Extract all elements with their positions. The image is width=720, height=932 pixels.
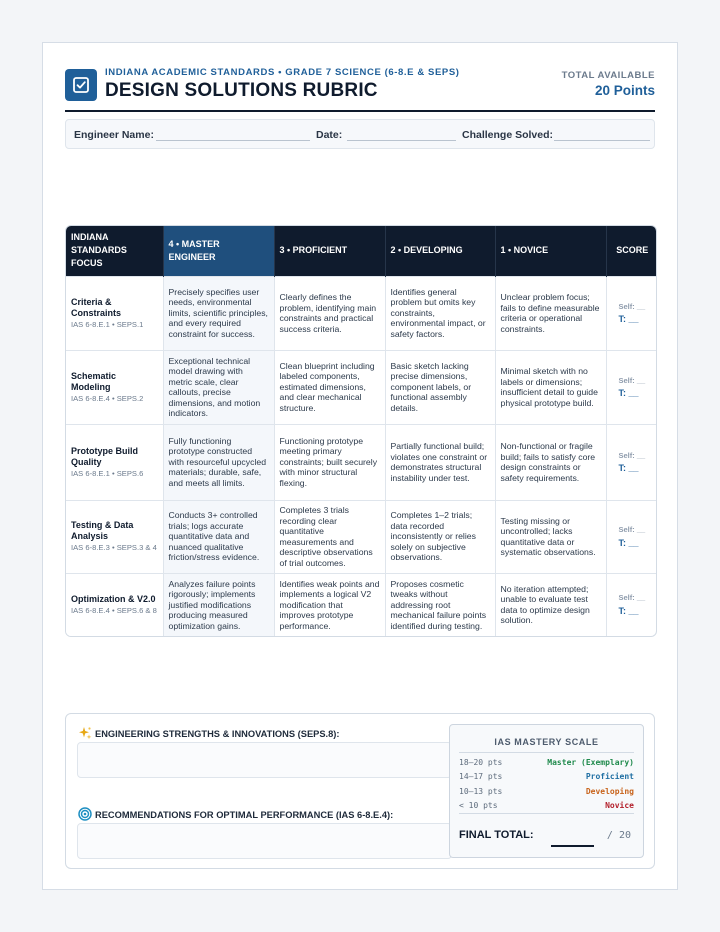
standards-focus-cell	[66, 500, 163, 573]
standards-focus-cell	[66, 276, 163, 350]
header-subtitle: INDIANA ACADEMIC STANDARDS • GRADE 7 SCIENCE (6-8.E & SEPS)	[105, 67, 460, 78]
table-row	[66, 424, 657, 500]
standard-code: IAS 6-8.E.4 • SEPS.6 & 8	[71, 605, 157, 615]
column-header-focus: INDIANA STANDARDS FOCUS	[66, 226, 163, 276]
novice-descriptor: Unclear problem focus; fails to define measurable criteria or operational constraints.	[495, 276, 606, 350]
proficient-descriptor: Identifies weak points and implements a logical V2 modification that improves prototype performance.	[274, 573, 385, 636]
teacher-score-field[interactable]: T: __	[618, 388, 639, 398]
scale-points: 10–13 pts	[459, 787, 503, 796]
target-icon	[78, 807, 92, 823]
standard-code: IAS 6-8.E.3 • SEPS.3 & 4	[71, 543, 157, 552]
table-row	[66, 500, 657, 573]
column-header-proficient: 3 • PROFICIENT	[274, 226, 385, 276]
challenge-solved-field[interactable]	[554, 140, 650, 141]
master-descriptor: Precisely specifies user needs, environmental limits, scientific principles, and every required constraint for success.	[163, 276, 274, 350]
final-total-label: FINAL TOTAL:	[459, 829, 534, 841]
scale-row	[459, 787, 634, 799]
mastery-scale-title: IAS MASTERY SCALE	[494, 737, 599, 747]
proficient-descriptor: Completes 3 trials recording clear quantitative measurements and descriptive observations of trial outcomes.	[274, 500, 385, 573]
final-divider	[459, 813, 634, 814]
criterion-title: Criteria & Constraints	[71, 296, 122, 318]
standard-code: IAS 6-8.E.1 • SEPS.1	[71, 319, 144, 329]
master-descriptor: Conducts 3+ controlled trials; logs accurate quantitative data and nuanced qualitative friction/stress evidence.	[163, 500, 274, 573]
engineer-name-label: Engineer Name:	[74, 129, 154, 141]
date-field[interactable]	[347, 140, 456, 141]
recommendations-input[interactable]	[77, 823, 452, 859]
standards-focus-cell	[66, 424, 163, 500]
self-score-field[interactable]: Self: __	[618, 301, 646, 311]
scale-points: 18–20 pts	[459, 758, 503, 767]
self-score-field[interactable]: Self: __	[618, 593, 646, 603]
scale-row	[459, 772, 634, 784]
recommendations-label: RECOMMENDATIONS FOR OPTIMAL PERFORMANCE (IAS 6-8.E.4):	[95, 810, 394, 820]
master-descriptor: Exceptional technical model drawing with metric scale, clear callouts, precise dimensions, and motion indicators.	[163, 350, 274, 424]
proficient-descriptor: Clean blueprint including labeled components, estimated dimensions, and clear mechanical structure.	[274, 350, 385, 424]
teacher-score-field[interactable]: T: __	[618, 463, 639, 473]
novice-descriptor: Non-functional or fragile build; fails to satisfy core design constraints or safety requirements.	[495, 424, 606, 500]
criterion-title: Prototype Build Quality	[71, 445, 138, 467]
final-total-field[interactable]	[551, 845, 594, 847]
teacher-score-field[interactable]: T: __	[618, 314, 639, 324]
scale-points: < 10 pts	[459, 801, 498, 810]
sparkles-icon	[78, 726, 92, 742]
scale-level: Master (Exemplary)	[547, 758, 634, 767]
engineer-name-field[interactable]	[156, 140, 310, 141]
self-score-field[interactable]: Self: __	[618, 525, 646, 534]
score-cell	[606, 500, 657, 573]
recommendations-heading	[78, 807, 393, 823]
table-row	[66, 350, 657, 424]
novice-descriptor: No iteration attempted; unable to evaluate test data to optimize design solution.	[495, 573, 606, 636]
column-header-score: SCORE	[606, 226, 657, 276]
strengths-heading	[78, 726, 340, 742]
developing-descriptor: Partially functional build; violates one constraint or demonstrates structural instability under test.	[385, 424, 495, 500]
scale-level: Novice	[605, 801, 634, 810]
criterion-title: Testing & Data Analysis	[71, 520, 134, 541]
scale-row	[459, 758, 634, 770]
mastery-scale-box	[449, 724, 644, 858]
final-total-denominator: / 20	[606, 830, 631, 841]
standard-code: IAS 6-8.E.1 • SEPS.6	[71, 468, 144, 478]
standards-focus-cell	[66, 350, 163, 424]
master-descriptor: Analyzes failure points rigorously; implements justified modifications producing measured optimization gains.	[163, 573, 274, 636]
scale-points: 14–17 pts	[459, 772, 503, 781]
total-available-value: 20 Points	[594, 83, 655, 98]
self-score-field[interactable]: Self: __	[618, 450, 646, 460]
scale-row	[459, 801, 634, 813]
criterion-title: Optimization & V2.0	[71, 593, 156, 604]
scale-level: Proficient	[585, 772, 634, 781]
standards-focus-cell	[66, 573, 163, 636]
rubric-page	[42, 42, 678, 890]
scale-level: Developing	[585, 787, 634, 796]
column-header-novice: 1 • NOVICE	[495, 226, 606, 276]
page-title: DESIGN SOLUTIONS RUBRIC	[105, 80, 378, 101]
developing-descriptor: Proposes cosmetic tweaks without addressing root mechanical failure points identified during testing.	[385, 573, 495, 636]
score-cell	[606, 276, 657, 350]
proficient-descriptor: Clearly defines the problem, identifying main constraints and practical success criteria.	[274, 276, 385, 350]
checkbox-icon	[65, 69, 97, 101]
rubric-table	[65, 225, 657, 637]
scale-divider	[459, 752, 634, 753]
developing-descriptor: Basic sketch lacking precise dimensions, component labels, or functional assembly details.	[385, 350, 495, 424]
strengths-input[interactable]	[77, 742, 452, 778]
info-bar	[65, 119, 655, 149]
master-descriptor: Fully functioning prototype constructed with resourceful upcycled materials; durable, safe, and meets all limits.	[163, 424, 274, 500]
novice-descriptor: Testing missing or uncontrolled; lacks quantitative data or systematic observations.	[495, 500, 606, 573]
self-score-field[interactable]: Self: __	[618, 375, 646, 385]
proficient-descriptor: Functioning prototype meeting primary constraints; built securely with minor structural flexing.	[274, 424, 385, 500]
column-header-master: 4 • MASTER ENGINEER	[163, 226, 274, 276]
standard-code: IAS 6-8.E.4 • SEPS.2	[71, 393, 144, 403]
criterion-title: Schematic Modeling	[71, 370, 117, 392]
score-cell	[606, 424, 657, 500]
column-header-developing: 2 • DEVELOPING	[385, 226, 495, 276]
challenge-solved-label: Challenge Solved:	[462, 129, 554, 141]
strengths-label: ENGINEERING STRENGTHS & INNOVATIONS (SEPS.8):	[95, 729, 340, 739]
teacher-score-field[interactable]: T: __	[618, 537, 639, 548]
table-row	[66, 276, 657, 350]
score-cell	[606, 573, 657, 636]
novice-descriptor: Minimal sketch with no labels or dimensions; insufficient detail to guide physical prototype build.	[495, 350, 606, 424]
table-row	[66, 573, 657, 636]
teacher-score-field[interactable]: T: __	[618, 605, 639, 616]
feedback-panel	[65, 713, 655, 869]
date-label: Date:	[316, 129, 343, 141]
header-divider	[65, 110, 655, 112]
developing-descriptor: Identifies general problem but omits key constraints, environmental impact, or safety factors.	[385, 276, 495, 350]
developing-descriptor: Completes 1–2 trials; data recorded inconsistently or relies solely on subjective observations.	[385, 500, 495, 573]
total-available-label: TOTAL AVAILABLE	[561, 70, 655, 81]
score-cell	[606, 350, 657, 424]
